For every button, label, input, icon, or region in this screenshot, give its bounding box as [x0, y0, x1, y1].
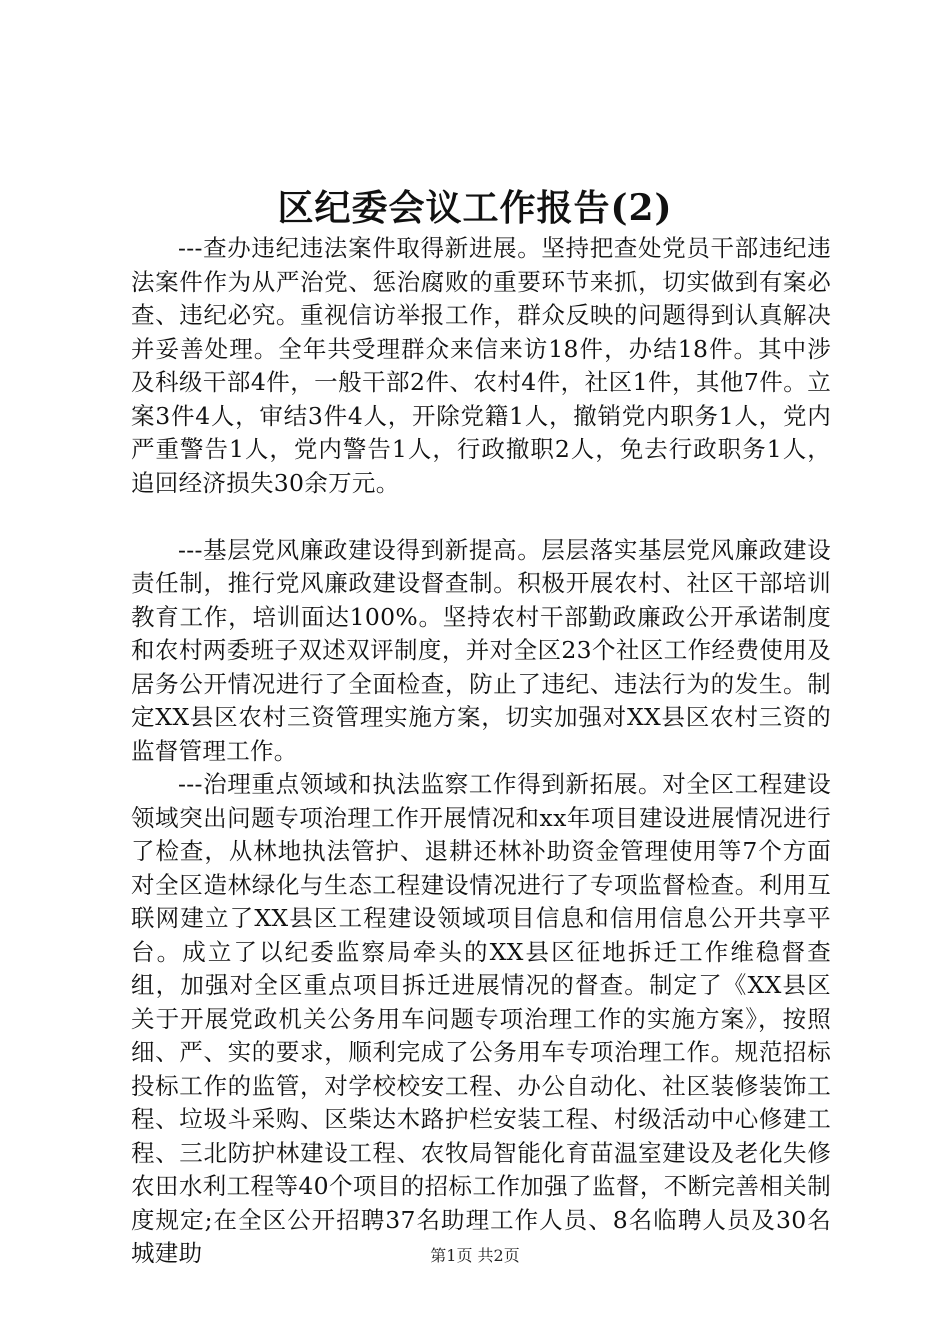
paragraph-key-areas-supervision: ---治理重点领域和执法监察工作得到新拓展。对全区工程建设领域突出问题专项治理工作开展情况和xx年项目建设进展情况进行了检查，从林地执法管护、退耕还林补助资金管理使用等7个方面对全区造林绿化与生态工程建设情况进行了专项监督检查。利用互联网建立了XX县区工程建设领域项目信息和信用信息公开共享平台。成立了以纪委监察局牵头的XX县区征地拆迁工作维稳督查组，加强对全区重点项目拆迁进展情况的督查。制定了《XX县区关于开展党政机关公务用车问题专项治理工作的实施方案》，按照细、严、实的要求，顺利完成了公务用车专项治理工作。规范招标投标工作的监管，对学校校安工程、办公自动化、社区装修装饰工程、垃圾斗采购、区柴达木路护栏安装工程、村级活动中心修建工程、三北防护林建设工程、农牧局智能化育苗温室建设及老化失修农田水利工程等40个项目的招标工作加强了监督，不断完善相关制度规定;在全区公开招聘37名助理工作人员、8名临聘人员及30名城建助	[131, 770, 831, 1267]
document-body	[131, 232, 831, 1271]
document-title: 区纪委会议工作报告(2)	[277, 187, 673, 229]
page-number-footer: 第1页 共2页	[430, 1246, 520, 1265]
paragraph-grassroots-integrity: ---基层党风廉政建设得到新提高。层层落实基层党风廉政建设责任制，推行党风廉政建设督查制。积极开展农村、社区干部培训教育工作，培训面达100%。坚持农村干部勤政廉政公开承诺制度和农村两委班子双述双评制度，并对全区23个社区工作经费使用及居务公开情况进行了全面检查，防止了违纪、违法行为的发生。制定XX县区农村三资管理实施方案，切实加强对XX县区农村三资的监督管理工作。	[131, 535, 831, 765]
paragraph-case-investigation: ---查办违纪违法案件取得新进展。坚持把查处党员干部违纪违法案件作为从严治党、惩治腐败的重要环节来抓，切实做到有案必查、违纪必究。重视信访举报工作，群众反映的问题得到认真解决并妥善处理。全年共受理群众来信来访18件，办结18件。其中涉及科级干部4件，一般干部2件、农村4件，社区1件，其他7件。立案3件4人，审结3件4人，开除党籍1人，撤销党内职务1人，党内严重警告1人，党内警告1人，行政撤职2人，免去行政职务1人，追回经济损失30余万元。	[131, 234, 831, 497]
